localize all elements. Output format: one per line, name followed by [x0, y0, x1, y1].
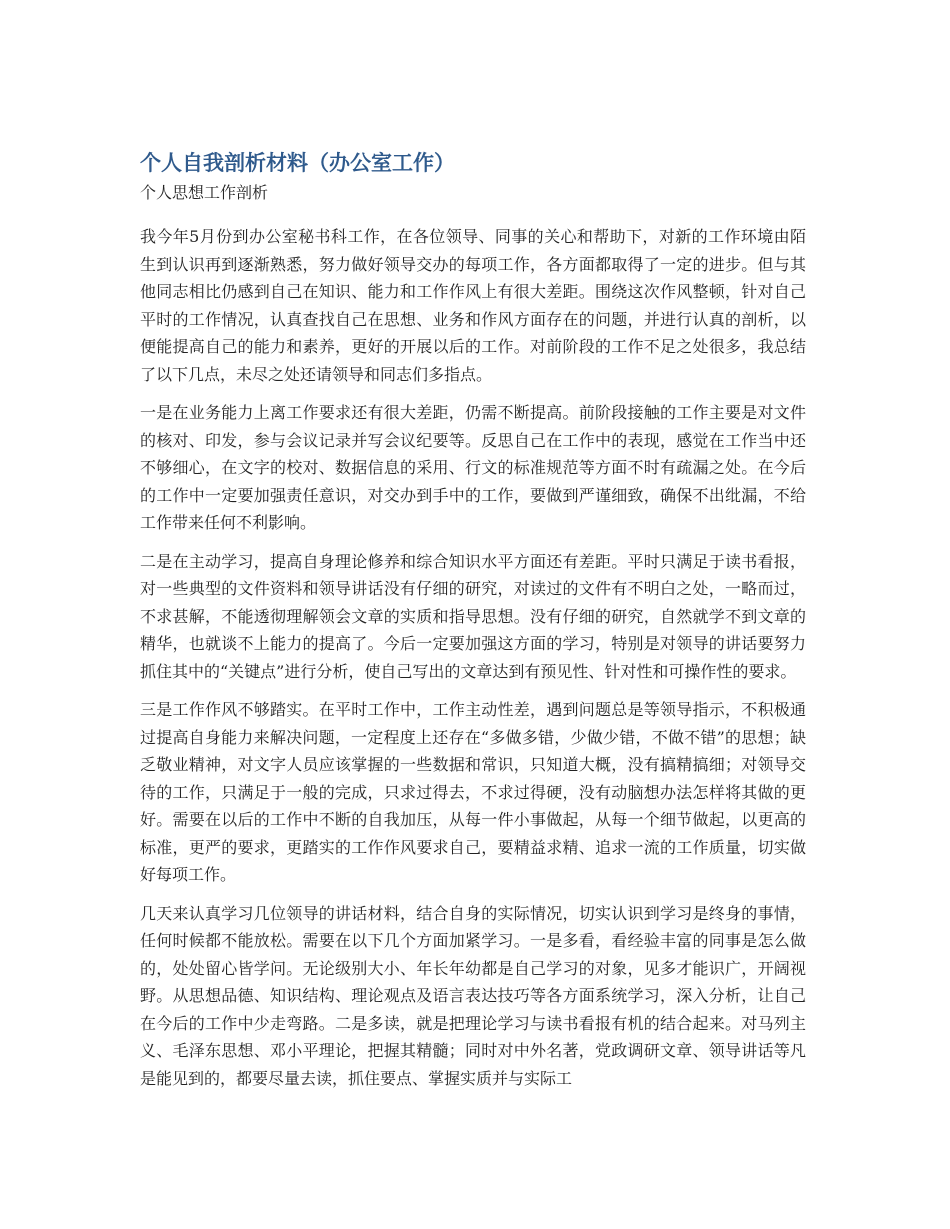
document-title: 个人自我剖析材料（办公室工作）	[140, 151, 455, 175]
paragraph-point-2: 二是在主动学习，提高自身理论修养和综合知识水平方面还有差距。平时只满足于读书看报，对一些典型的文件资料和领导讲话没有仔细的研究，对读过的文件有不明白之处，一略而过，不求甚解，不能透彻理解领会文章的实质和指导思想。没有仔细的研究，自然就学不到文章的精华，也就谈不上能力的提高了。今后一定要加强这方面的学习，特别是对领导的讲话要努力抓住其中的“关键点”进行分析，使自己写出的文章达到有预见性、针对性和可操作性的要求。	[140, 551, 806, 681]
document-page	[140, 147, 806, 1103]
document-subtitle: 个人思想工作剖析	[140, 183, 269, 202]
paragraph-study: 几天来认真学习几位领导的讲话材料，结合自身的实际情况，切实认识到学习是终身的事情，任何时候都不能放松。需要在以下几个方面加紧学习。一是多看，看经验丰富的同事是怎么做的，处处留心皆学问。无论级别大小、年长年幼都是自己学习的对象，见多才能识广，开阔视野。从思想品德、知识结构、理论观点及语言表达技巧等各方面系统学习，深入分析，让自己在今后的工作中少走弯路。二是多读，就是把理论学习与读书看报有机的结合起来。对马列主义、毛泽东思想、邓小平理论，把握其精髓；同时对中外名著，党政调研文章、领导讲话等凡是能见到的，都要尽量去读，抓住要点、掌握实质并与实际工	[140, 903, 806, 1088]
paragraph-point-1: 一是在业务能力上离工作要求还有很大差距，仍需不断提高。前阶段接触的工作主要是对文件的核对、印发，参与会议记录并写会议纪要等。反思自己在工作中的表现，感觉在工作当中还不够细心，在文字的校对、数据信息的采用、行文的标准规范等方面不时有疏漏之处。在今后的工作中一定要加强责任意识，对交办到手中的工作，要做到严谨细致，确保不出纰漏，不给工作带来任何不利影响。	[140, 403, 806, 532]
paragraph-intro: 我今年5月份到办公室秘书科工作，在各位领导、同事的关心和帮助下，对新的工作环境由陌生到认识再到逐渐熟悉，努力做好领导交办的每项工作，各方面都取得了一定的进步。但与其他同志相比仍感到自己在知识、能力和工作作风上有很大差距。围绕这次作风整顿，针对自己平时的工作情况，认真查找自己在思想、业务和作风方面存在的问题，并进行认真的剖析，以便能提高自己的能力和素养，更好的开展以后的工作。对前阶段的工作不足之处很多，我总结了以下几点，未尽之处还请领导和同志们多指点。	[140, 227, 806, 384]
paragraph-point-3: 三是工作作风不够踏实。在平时工作中，工作主动性差，遇到问题总是等领导指示，不积极通过提高自身能力来解决问题，一定程度上还存在“多做多错，少做少错，不做不错”的思想；缺乏敬业精神，对文字人员应该掌握的一些数据和常识，只知道大概，没有搞精搞细；对领导交待的工作，只满足于一般的完成，只求过得去，不求过得硬，没有动脑想办法怎样将其做的更好。需要在以后的工作中不断的自我加压，从每一件小事做起，从每一个细节做起，以更高的标准，更严的要求，更踏实的工作作风要求自己，要精益求精、追求一流的工作质量，切实做好每项工作。	[140, 700, 806, 884]
